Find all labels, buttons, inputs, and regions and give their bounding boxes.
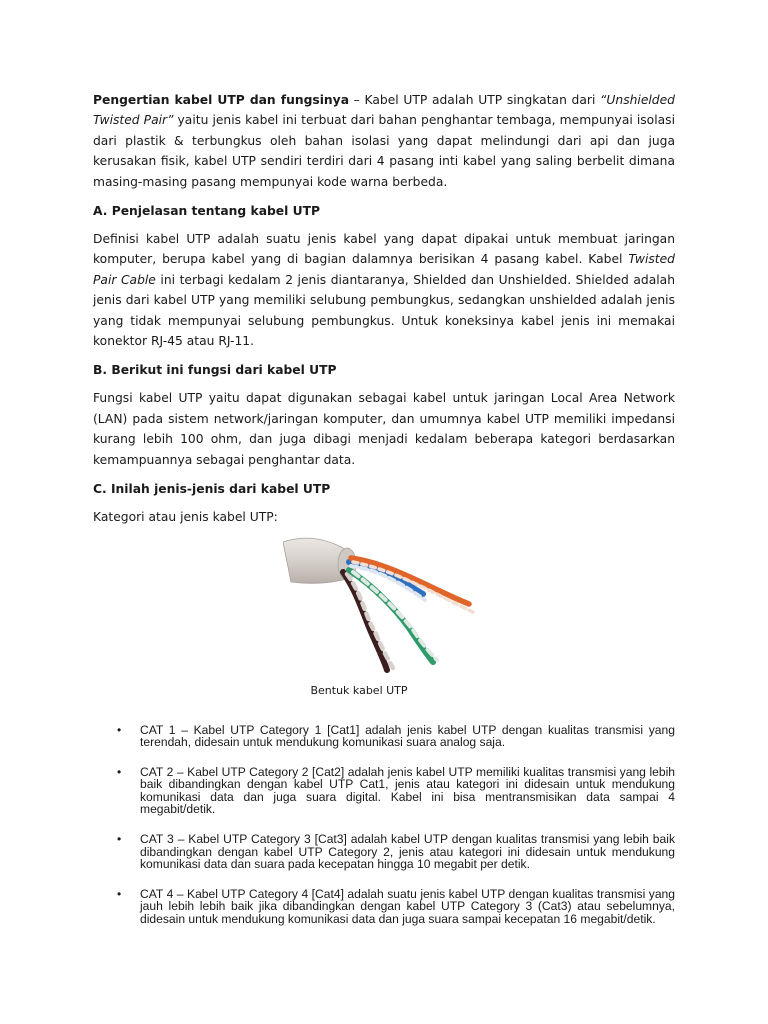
- utp-category-list: [93, 724, 675, 926]
- list-item-text: CAT 4 – Kabel UTP Category 4 [Cat4] adalah suatu jenis kabel UTP dengan kualitas transmisi yang jauh lebih lebih baik jika dibandingkan dengan kabel UTP Category 3 (Cat3) atau sebelumnya, didesain untuk mendukung komunikasi data dan juga suara sampai kecepatan 16 megabit/detik.: [140, 886, 675, 927]
- section-b-paragraph: Fungsi kabel UTP yaitu dapat digunakan sebagai kabel untuk jaringan Local Area Network (LAN) pada sistem network/jaringan komputer, dan umumnya kabel UTP memiliki impedansi kurang lebih 100 ohm, dan juga dibagi menjadi kedalam beberapa kategori berdasarkan kemampuannya sebagai penghantar data.: [93, 391, 675, 467]
- section-c-intro: Kategori atau jenis kabel UTP:: [93, 510, 278, 525]
- list-item-text: CAT 2 – Kabel UTP Category 2 [Cat2] adalah jenis kabel UTP memiliki kualitas transmisi yang lebih baik dibandingkan dengan kabel UTP Cat1, jenis atau kategori ini didesain untuk mendukung komunikasi data dan juga suara digital. Kabel ini bisa mentransmisikan data sampai 4 megabit/detik.: [140, 764, 675, 817]
- bullet-icon: •: [117, 722, 122, 737]
- list-item-text: CAT 3 – Kabel UTP Category 3 [Cat3] adalah kabel UTP dengan kualitas transmisi yang lebih baik dibandingkan dengan kabel UTP Category 2, jenis atau kategori ini didesain untuk mendukung komunikasi data dan suara pada kecepatan hingga 10 megabit per detik.: [140, 832, 675, 872]
- figure-caption: Bentuk kabel UTP: [310, 683, 408, 697]
- list-item-cat4: [93, 888, 675, 926]
- utp-cable-figure: [93, 534, 675, 698]
- bullet-icon: •: [117, 886, 122, 901]
- intro-text-1: – Kabel UTP adalah UTP singkatan dari: [349, 93, 601, 107]
- list-item-cat1: [93, 724, 675, 749]
- intro-text-2: yaitu jenis kabel ini terbuat dari bahan penghantar tembaga, mempunyai isolasi dari plastik & terbungkus oleh bahan isolasi yang dapat melindungi dari api dan juga kerusakan fisik, kabel UTP sendiri terdiri dari 4 pasang inti kabel yang saling berbelit dimana masing-masing pasang mempunyai kode warna berbeda.: [93, 113, 675, 189]
- intro-term: “Unshielded Twisted Pair”: [93, 93, 675, 128]
- list-item-cat2: [93, 766, 675, 816]
- bullet-icon: •: [117, 764, 122, 779]
- intro-title: Pengertian kabel UTP dan fungsinya: [93, 93, 349, 107]
- intro-paragraph: [93, 90, 675, 192]
- section-a-text-1: Definisi kabel UTP adalah suatu jenis kabel yang dapat dipakai untuk membuat jaringan komputer, berupa kabel yang di bagian dalamnya berisikan 4 pasang kabel. Kabel: [93, 232, 675, 267]
- bullet-icon: •: [117, 832, 122, 847]
- list-item-cat3: [93, 833, 675, 871]
- list-item-text: CAT 1 – Kabel UTP Category 1 [Cat1] adalah jenis kabel UTP dengan kualitas transmisi yang terendah, didesain untuk mendukung komunikasi suara analog saja.: [140, 722, 675, 750]
- section-a-paragraph: [93, 229, 675, 351]
- brown-wire: [343, 572, 387, 670]
- utp-cable-image: [283, 534, 483, 674]
- section-a-heading: A. Penjelasan tentang kabel UTP: [93, 204, 321, 219]
- section-c-heading: C. Inilah jenis-jenis dari kabel UTP: [93, 482, 331, 497]
- section-b-heading: B. Berikut ini fungsi dari kabel UTP: [93, 363, 337, 378]
- section-a-term: Twisted Pair Cable: [93, 252, 675, 287]
- section-a-text-2: ini terbagi kedalam 2 jenis diantaranya, Shielded dan Unshielded. Shielded adalah jenis dari kabel UTP yang memiliki selubung pembungkus, sedangkan unshielded adalah jenis yang tidak mempunyai selubung pembungkus. Untuk koneksinya kabel jenis ini memakai konektor RJ-45 atau RJ-11.: [93, 272, 675, 349]
- document-page: [93, 90, 675, 943]
